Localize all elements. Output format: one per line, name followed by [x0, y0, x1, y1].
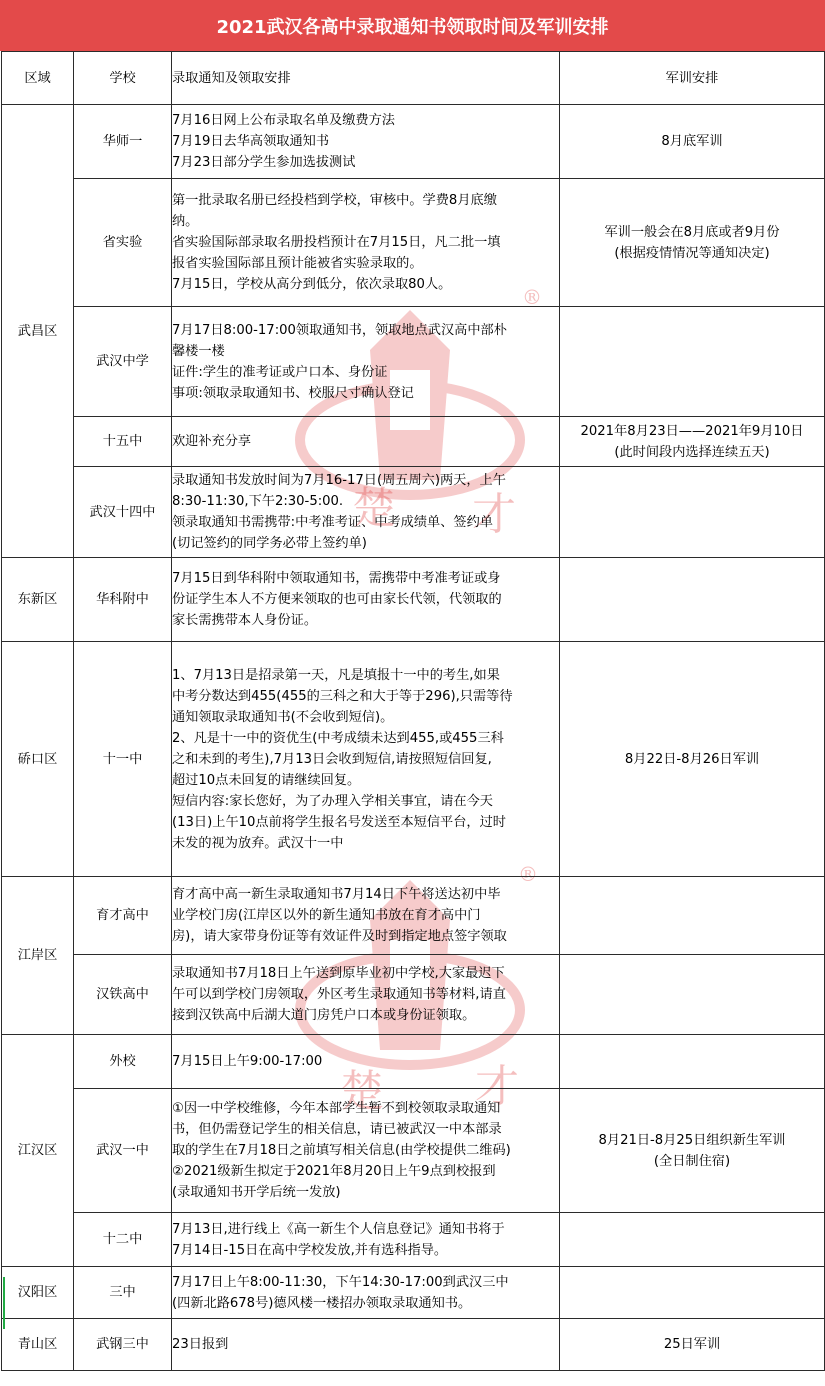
admission-table: [1, 51, 825, 1371]
district-cell: 江岸区: [2, 877, 74, 1035]
notice-line: 未发的视为放弃。武汉十一中: [172, 835, 344, 851]
notice-line: 23日报到: [172, 1337, 229, 1352]
notice-line: 纳。: [172, 214, 199, 229]
table-row: [2, 1035, 825, 1089]
notice-line: 接到汉铁高中后湖大道门房凭户口本或身份证领取。: [172, 1008, 476, 1023]
notice-line: 欢迎补充分享: [172, 434, 252, 449]
notice-line: (13日)上午10点前将学生报名号发送至本短信平台，过时: [172, 814, 506, 830]
notice-cell: [172, 642, 560, 877]
notice-line: 录取通知书发放时间为7月16-17日(周五周六)两天，上午: [172, 473, 506, 488]
training-cell: [560, 307, 825, 417]
school-cell: 十五中: [74, 417, 172, 467]
table-row: [2, 955, 825, 1035]
table-row: [2, 877, 825, 955]
notice-line: ①因一中学校维修，今年本部学生暂不到校领取录取通知: [172, 1101, 501, 1116]
training-cell: [560, 1035, 825, 1089]
watermark-char-4: 才: [475, 1061, 519, 1112]
header-notice: 录取通知及领取安排: [172, 52, 560, 105]
training-cell: [560, 417, 825, 467]
notice-line: (四新北路678号)德风楼一楼招办领取录取通知书。: [172, 1295, 472, 1311]
notice-line: 7月15日上午9:00-17:00: [172, 1054, 323, 1069]
notice-line: 午可以到学校门房领取，外区考生录取通知书等材料,请直: [172, 987, 506, 1002]
notice-line: 超过10点未回复的请继续回复。: [172, 772, 361, 788]
table-row: [2, 1319, 825, 1371]
school-cell: 十二中: [74, 1213, 172, 1267]
notice-cell: [172, 307, 560, 417]
table-row: [2, 1089, 825, 1213]
notice-line: 第一批录取名册已经投档到学校，审核中。学费8月底缴: [172, 193, 497, 208]
school-cell: 三中: [74, 1267, 172, 1319]
notice-line: ②2021级新生拟定于2021年8月20日上午9点到校报到: [172, 1164, 496, 1179]
table-row: [2, 467, 825, 558]
training-cell: 8月底军训: [560, 105, 825, 179]
training-cell: 25日军训: [560, 1319, 825, 1371]
district-cell: 硚口区: [2, 642, 74, 877]
school-cell: 武汉一中: [74, 1089, 172, 1213]
notice-cell: [172, 955, 560, 1035]
notice-cell: [172, 1089, 560, 1213]
notice-line: 8:30-11:30,下午2:30-5:00.: [172, 494, 344, 509]
notice-cell: [172, 1319, 560, 1371]
table-row: [2, 1213, 825, 1267]
training-line: 8月21日-8月25日组织新生军训: [598, 1132, 786, 1148]
notice-line: 业学校门房(江岸区以外的新生通知书放在育才高中门: [172, 908, 481, 923]
training-cell: [560, 467, 825, 558]
table-row: [2, 642, 825, 877]
notice-line: 份证学生本人不方便来领取的也可由家长代领，代领取的: [172, 592, 502, 607]
table-row: [2, 307, 825, 417]
notice-line: 7月14日-15日在高中学校发放,并有选科指导。: [172, 1242, 448, 1258]
notice-line: 通知领取录取通知书(不会收到短信)。: [172, 709, 394, 725]
notice-line: 取的学生在7月18日之前填写相关信息(由学校提供二维码): [172, 1143, 511, 1158]
notice-cell: [172, 467, 560, 558]
watermark-char-1: 楚: [352, 483, 396, 534]
notice-line: 家长需携带本人身份证。: [172, 613, 318, 628]
training-line: (全日制住宿): [653, 1153, 731, 1169]
notice-line: 短信内容:家长您好，为了办理入学相关事宜，请在今天: [172, 793, 493, 809]
notice-line: 7月17日上午8:00-11:30，下午14:30-17:00到武汉三中: [172, 1274, 509, 1290]
table-row: [2, 179, 825, 307]
training-cell: [560, 955, 825, 1035]
notice-line: 7月13日,进行线上《高一新生个人信息登记》通知书将于: [172, 1221, 505, 1237]
notice-line: 书，但仍需登记学生的相关信息，请已被武汉一中本部录: [172, 1122, 502, 1137]
school-cell: 十一中: [74, 642, 172, 877]
header-school: 学校: [74, 52, 172, 105]
notice-line: 事项:领取录取通知书、校服尺寸确认登记: [172, 385, 414, 401]
notice-line: 2、凡是十一中的资优生(中考成绩未达到455,或455三科: [172, 730, 504, 746]
school-cell: 省实验: [74, 179, 172, 307]
notice-cell: [172, 558, 560, 642]
training-cell: [560, 877, 825, 955]
notice-cell: [172, 417, 560, 467]
notice-line: 省实验国际部录取名册投档预计在7月15日，凡二批一填: [172, 235, 501, 250]
notice-line: 7月19日去华高领取通知书: [172, 134, 330, 149]
notice-line: 录取通知书7月18日上午送到原毕业初中学校,大家最迟下: [172, 966, 505, 981]
training-line: (此时间段内选择连续五天): [614, 444, 770, 460]
notice-line: 7月16日网上公布录取名单及缴费方法: [172, 113, 395, 128]
district-cell: 江汉区: [2, 1035, 74, 1267]
notice-line: 证件:学生的准考证或户口本、身份证: [172, 364, 388, 380]
notice-line: 1、7月13日是招录第一天，凡是填报十一中的考生,如果: [172, 667, 500, 683]
table-row: [2, 1267, 825, 1319]
notice-cell: [172, 1035, 560, 1089]
notice-cell: [172, 1213, 560, 1267]
training-cell: [560, 1213, 825, 1267]
district-cell: 青山区: [2, 1319, 74, 1371]
training-cell: [560, 1089, 825, 1213]
row-highlight-marker: [3, 1277, 5, 1329]
district-cell: 武昌区: [2, 105, 74, 558]
notice-line: 房)，请大家带身份证等有效证件及时到指定地点签字领取: [172, 929, 507, 944]
notice-cell: [172, 105, 560, 179]
watermark-char-2: 才: [472, 489, 516, 540]
school-cell: 育才高中: [74, 877, 172, 955]
notice-line: 7月23日部分学生参加选拔测试: [172, 155, 356, 170]
training-cell: [560, 179, 825, 307]
notice-line: 育才高中高一新生录取通知书7月14日下午将送达初中毕: [172, 887, 501, 902]
notice-line: 馨楼一楼: [172, 343, 225, 359]
training-cell: 8月22日-8月26日军训: [560, 642, 825, 877]
district-cell: 东新区: [2, 558, 74, 642]
header-training: 军训安排: [560, 52, 825, 105]
header-row: [2, 52, 825, 105]
school-cell: 武汉十四中: [74, 467, 172, 558]
notice-line: (录取通知书开学后统一发放): [172, 1185, 341, 1200]
notice-line: 报省实验国际部且预计能被省实验录取的。: [172, 256, 423, 271]
school-cell: 外校: [74, 1035, 172, 1089]
notice-line: 中考分数达到455(455的三科之和大于等于296),只需等待: [172, 688, 513, 704]
notice-cell: [172, 877, 560, 955]
watermark-char-3: 楚: [340, 1066, 384, 1117]
school-cell: 华科附中: [74, 558, 172, 642]
table-row: [2, 105, 825, 179]
district-cell: 汉阳区: [2, 1267, 74, 1319]
notice-cell: [172, 179, 560, 307]
notice-line: (切记签约的同学务必带上签约单): [172, 536, 367, 551]
training-cell: [560, 558, 825, 642]
school-cell: 武汉中学: [74, 307, 172, 417]
school-cell: 华师一: [74, 105, 172, 179]
training-line: 2021年8月23日——2021年9月10日: [580, 423, 804, 439]
training-line: 军训一般会在8月底或者9月份: [604, 224, 780, 240]
school-cell: 汉铁高中: [74, 955, 172, 1035]
school-cell: 武钢三中: [74, 1319, 172, 1371]
notice-line: 7月15日到华科附中领取通知书，需携带中考准考证或身: [172, 571, 501, 586]
watermark-registered-1: ®: [522, 285, 542, 309]
training-line: (根据疫情情况等通知决定): [614, 245, 770, 261]
training-cell: [560, 1267, 825, 1319]
notice-line: 之和未到的考生),7月13日会收到短信,请按照短信回复,: [172, 751, 492, 767]
table-row: [2, 558, 825, 642]
table-row: [2, 417, 825, 467]
header-district: 区域: [2, 52, 74, 105]
page-title: 2021武汉各高中录取通知书领取时间及军训安排: [0, 0, 825, 51]
notice-line: 7月15日，学校从高分到低分，依次录取80人。: [172, 277, 452, 292]
watermark-registered-2: ®: [518, 862, 538, 886]
notice-cell: [172, 1267, 560, 1319]
notice-line: 7月17日8:00-17:00领取通知书，领取地点武汉高中部朴: [172, 322, 507, 338]
notice-line: 领录取通知书需携带:中考准考证、中考成绩单、签约单: [172, 515, 493, 530]
